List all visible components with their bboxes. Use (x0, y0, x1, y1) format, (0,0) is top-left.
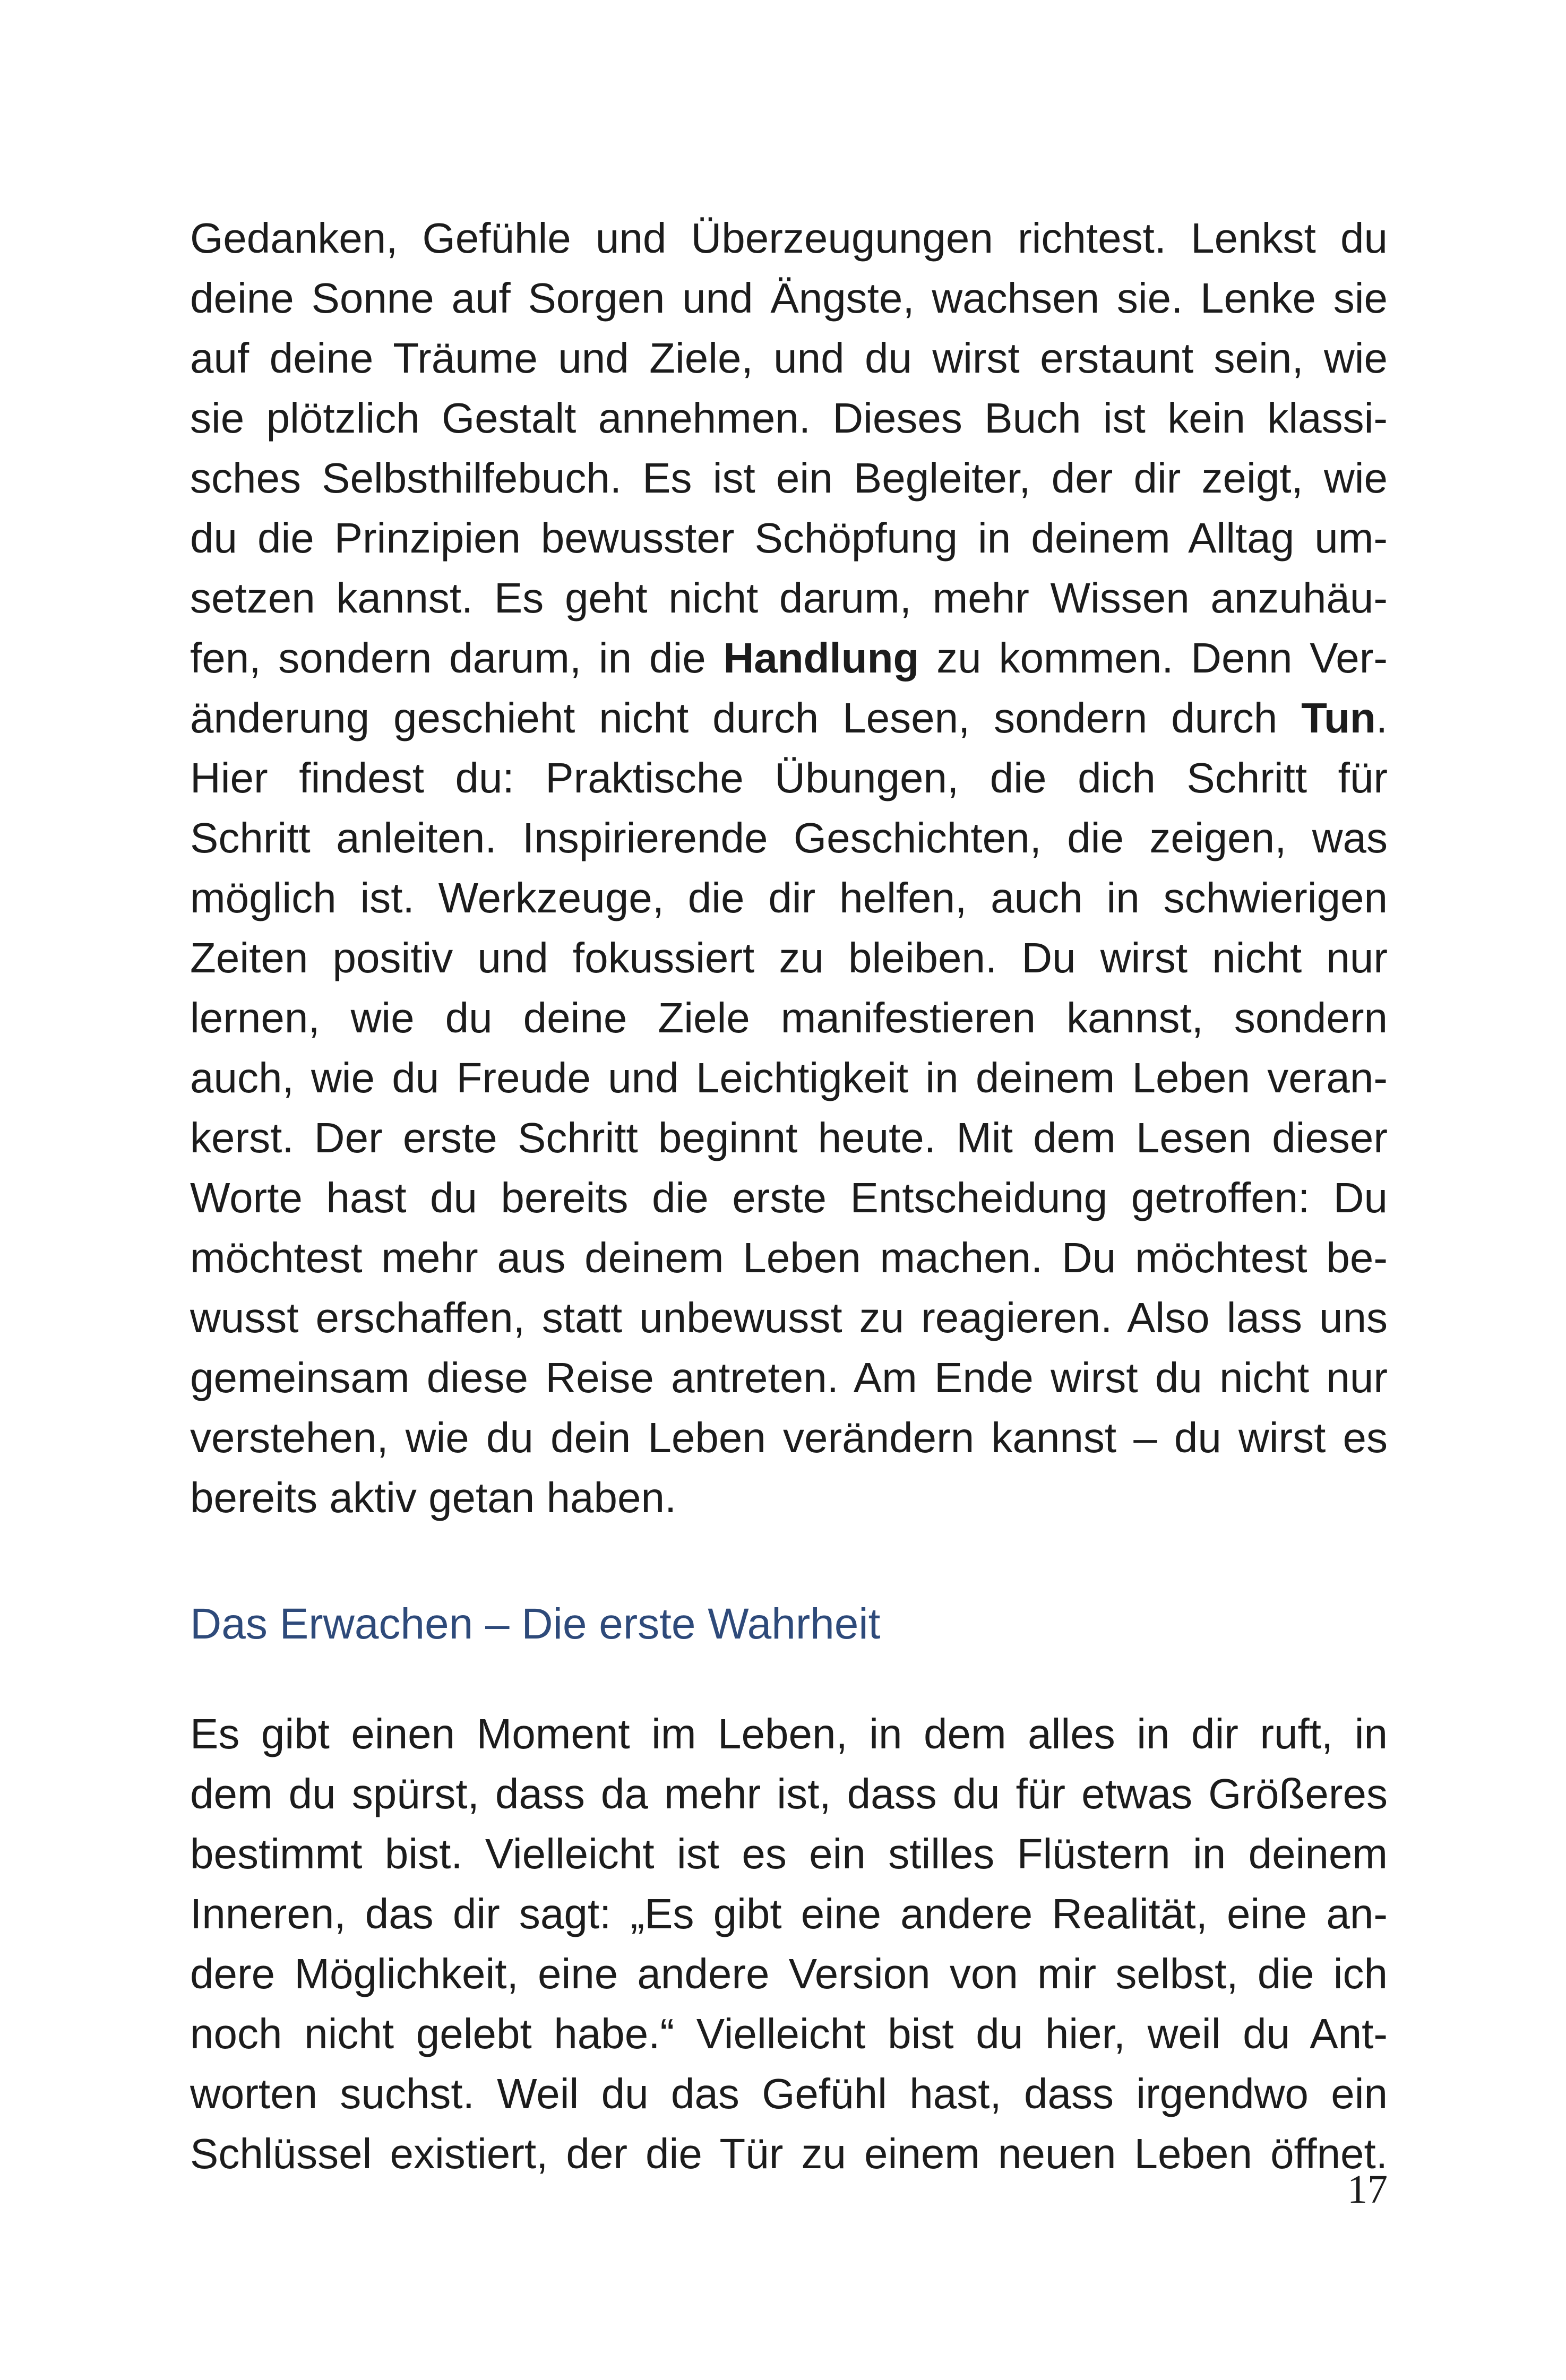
text-line: noch nicht gelebt habe.“ Vielleicht bist du hier, weil du Ant- (190, 2010, 1388, 2057)
text-line: Inneren, das dir sagt: „Es gibt eine andere Realität, eine an- (190, 1890, 1388, 1937)
text-segment: . (1375, 694, 1388, 741)
text-line: lernen, wie du deine Ziele manifestieren kannst, sondern (190, 994, 1388, 1041)
text-line: Hier findest du: Praktische Übungen, die dich Schritt für (190, 754, 1388, 801)
text-line: du die Prinzipien bewusster Schöpfung in deinem Alltag um- (190, 514, 1388, 562)
text-line: setzen kannst. Es geht nicht darum, mehr Wissen anzuhäu- (190, 574, 1388, 622)
text-line: deine Sonne auf Sorgen und Ängste, wachsen sie. Lenke sie (190, 274, 1388, 322)
text-line: auf deine Träume und Ziele, und du wirst erstaunt sein, wie (190, 334, 1388, 382)
text-line: worten suchst. Weil du das Gefühl hast, dass irgendwo ein (190, 2070, 1388, 2117)
text-line: bestimmt bist. Vielleicht ist es ein stilles Flüstern in deinem (190, 1830, 1388, 1877)
text-line: Schritt anleiten. Inspirierende Geschichten, die zeigen, was (190, 814, 1388, 861)
text-line: Schlüssel existiert, der die Tür zu einem neuen Leben öffnet. (190, 2130, 1388, 2177)
text-line: auch, wie du Freude und Leichtigkeit in deinem Leben veran- (190, 1054, 1388, 1101)
text-line: Es gibt einen Moment im Leben, in dem alles in dir ruft, in (190, 1710, 1388, 1757)
text-line: dere Möglichkeit, eine andere Version von mir selbst, die ich (190, 1950, 1388, 1997)
text-line: dem du spürst, dass da mehr ist, dass du für etwas Größeres (190, 1770, 1388, 1817)
text-line: verstehen, wie du dein Leben verändern kannst – du wirst es (190, 1414, 1388, 1461)
text-segment: fen, sondern darum, in die (190, 634, 724, 682)
text-line: gemeinsam diese Reise antreten. Am Ende wirst du nicht nur (190, 1354, 1388, 1401)
text-segment: änderung geschieht nicht durch Lesen, sondern durch (190, 694, 1302, 741)
section-heading: Das Erwachen – Die erste Wahrheit (190, 1600, 881, 1648)
body-paragraph-1 (190, 208, 1388, 1528)
text-segment: zu kommen. Denn Ver- (919, 634, 1388, 682)
page-number: 17 (1347, 2167, 1388, 2212)
text-line: Zeiten positiv und fokussiert zu bleiben. Du wirst nicht nur (190, 934, 1388, 981)
bold-word-handlung: Handlung (723, 634, 919, 682)
text-line: möchtest mehr aus deinem Leben machen. Du möchtest be- (190, 1234, 1388, 1281)
text-line: sie plötzlich Gestalt annehmen. Dieses Buch ist kein klassi- (190, 394, 1388, 442)
body-paragraph-2 (190, 1704, 1388, 2184)
text-line: wusst erschaffen, statt unbewusst zu reagieren. Also lass uns (190, 1294, 1388, 1341)
text-line: kerst. Der erste Schritt beginnt heute. Mit dem Lesen dieser (190, 1114, 1388, 1161)
text-line-with-bold (190, 628, 1388, 688)
text-line: sches Selbsthilfebuch. Es ist ein Begleiter, der dir zeigt, wie (190, 454, 1388, 502)
text-line: möglich ist. Werkzeuge, die dir helfen, auch in schwierigen (190, 874, 1388, 921)
text-line-with-bold (190, 688, 1388, 748)
text-line: Gedanken, Gefühle und Überzeugungen richtest. Lenkst du (190, 214, 1388, 262)
text-line-last: bereits aktiv getan haben. (190, 1474, 677, 1521)
bold-word-tun: Tun (1301, 694, 1376, 741)
text-line: Worte hast du bereits die erste Entscheidung getroffen: Du (190, 1174, 1388, 1221)
